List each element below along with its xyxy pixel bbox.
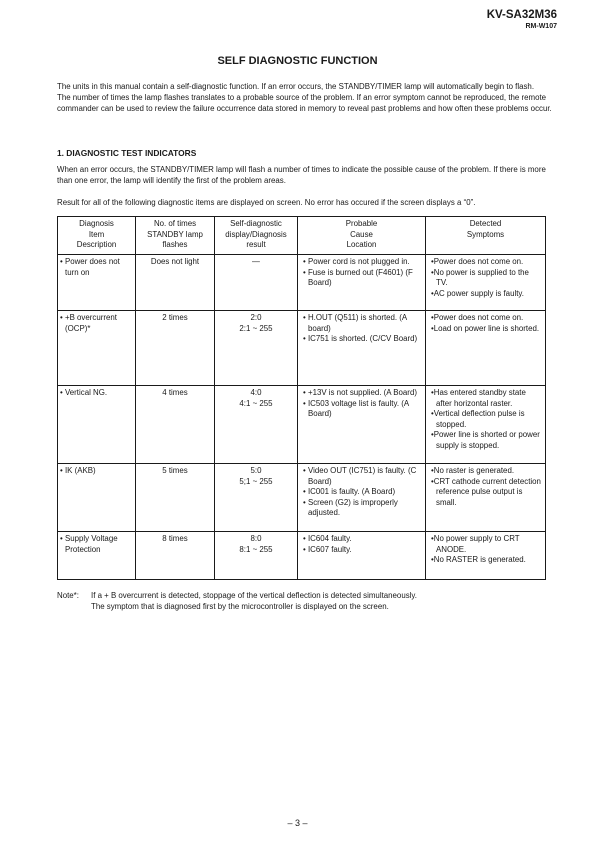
cell-display: — [215,255,298,311]
cell-causes: • IC604 faulty. • IC607 faulty. [298,532,426,580]
header-probable-cause: Probable Cause Location [298,217,426,255]
footnote-label: Note*: [57,591,79,600]
cell-item: • +B overcurrent (OCP)* [58,311,136,386]
table-row [58,311,546,386]
section-heading: 1. DIAGNOSTIC TEST INDICATORS [57,148,197,158]
cell-causes: • Power cord is not plugged in. • Fuse is burned out (F4601) (F Board) [298,255,426,311]
cell-causes: • H.OUT (Q511) is shorted. (A board) • IC751 is shorted. (C/CV Board) [298,311,426,386]
remote-model: RM-W107 [525,23,557,30]
cell-causes: • +13V is not supplied. (A Board) • IC503 voltage list is faulty. (A Board) [298,386,426,464]
cell-display: 4:0 4:1 ~ 255 [215,386,298,464]
section-paragraph-2: Result for all of the following diagnostic items are displayed on screen. No error has occured if the screen displays a “0”. [57,198,476,207]
document-header [487,9,557,31]
cell-display: 8:0 8:1 ~ 255 [215,532,298,580]
cell-display: 2:0 2:1 ~ 255 [215,311,298,386]
cell-item: • Vertical NG. [58,386,136,464]
cell-item: • Power does not turn on [58,255,136,311]
page-title: SELF DIAGNOSTIC FUNCTION [217,55,378,67]
cell-flashes: 4 times [136,386,215,464]
footnote-line-2: The symptom that is diagnosed first by the microcontroller is displayed on the screen. [91,602,389,612]
header-self-diagnostic-display: Self-diagnostic display/Diagnosis result [215,217,298,255]
cell-flashes: Does not light [136,255,215,311]
footnote-line-1: If a + B overcurrent is detected, stoppage of the vertical deflection is detected simultaneously. [91,591,417,600]
header-diagnosis-item: Diagnosis Item Description [58,217,136,255]
table-row [58,464,546,532]
table-row [58,386,546,464]
cell-symptoms: •Has entered standby state after horizontal raster. •Vertical deflection pulse is stopped. •Power line is shorted or power supply is stopped. [426,386,546,464]
table-header-row [58,217,546,255]
cell-symptoms: •Power does not come on. •Load on power line is shorted. [426,311,546,386]
header-detected-symptoms: Detected Symptoms [426,217,546,255]
cell-symptoms: •No power supply to CRT ANODE. •No RASTER is generated. [426,532,546,580]
cell-display: 5:0 5;1 ~ 255 [215,464,298,532]
cell-causes: • Video OUT (IC751) is faulty. (C Board) • IC001 is faulty. (A Board) • Screen (G2) is improperly adjusted. [298,464,426,532]
cell-flashes: 8 times [136,532,215,580]
intro-text [57,81,557,115]
cell-symptoms: •Power does not come on. •No power is supplied to the TV. •AC power supply is faulty. [426,255,546,311]
cell-item: • Supply Voltage Protection [58,532,136,580]
intro-paragraph-2: The number of times the lamp flashes translates to a probable source of the problem. If an error symptom cannot be reproduced, the remote commander can be used to review the failure occurrence data stored in memory to reveal past problems and how often these problems occur. [57,93,552,114]
footnote [57,590,417,613]
page-number: – 3 – [287,818,308,828]
cell-flashes: 2 times [136,311,215,386]
intro-paragraph-1: The units in this manual contain a self-diagnostic function. If an error occurs, the STANDBY/TIMER lamp will automatically begin to flash. [57,82,535,91]
section-paragraph-1: When an error occurs, the STANDBY/TIMER lamp will flash a number of times to indicate the possible cause of the problem. If there is more than one error, the lamp will identify the first of the problem areas. [57,165,546,186]
cell-item: • IK (AKB) [58,464,136,532]
cell-flashes: 5 times [136,464,215,532]
table-row [58,255,546,311]
table-row [58,532,546,580]
diagnostic-table [57,216,546,580]
model-number: KV-SA32M36 [486,9,557,21]
header-lamp-flashes: No. of times STANDBY lamp flashes [136,217,215,255]
cell-symptoms: •No raster is generated. •CRT cathode current detection reference pulse output is small. [426,464,546,532]
